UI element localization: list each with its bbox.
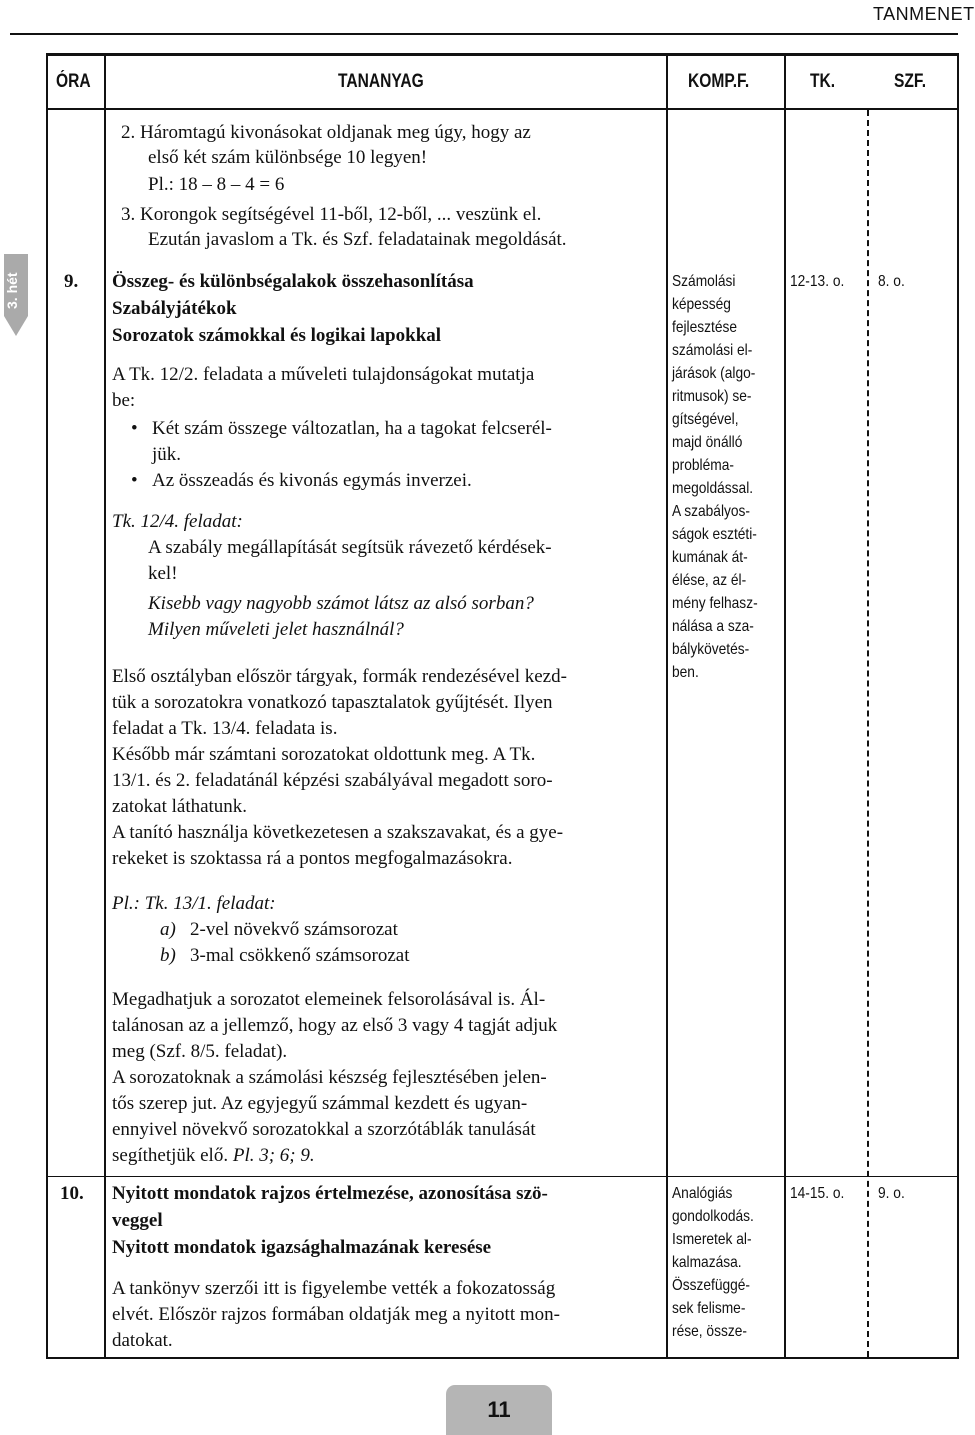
table-top-border: [46, 53, 959, 56]
lesson-separator-rule: [46, 1176, 959, 1177]
komp-line: ritmusok) se-: [672, 388, 752, 405]
page-number-tab: [446, 1385, 552, 1435]
table-right-border: [957, 53, 959, 1359]
komp-line: Számolási: [672, 273, 736, 290]
list-item: 3-mal csökkenő számsorozat: [190, 945, 410, 966]
body-line: feladat a Tk. 13/4. feladata is.: [112, 718, 338, 739]
week-tab: [2, 254, 30, 338]
body-line: talánosan az a jellemző, hogy az első 3 vagy 4 tagját adjuk: [112, 1015, 558, 1036]
page-number: 11: [487, 1397, 511, 1422]
komp-line: rése, össze-: [672, 1323, 747, 1340]
lesson-title: Sorozatok számokkal és logikai lapokkal: [112, 325, 442, 346]
komp-line: járások (algo-: [672, 365, 756, 382]
body-line: A tankönyv szerzői itt is figyelembe vették a fokozatosság: [112, 1278, 556, 1299]
komp-line: bálykövetés-: [672, 641, 750, 658]
list-marker: a): [160, 919, 176, 940]
list-item: 2-vel növekvő számsorozat: [190, 919, 398, 940]
running-head-rule: [10, 33, 958, 35]
body-line: A sorozatoknak a számolási készség fejlesztésében jelen-: [112, 1067, 547, 1088]
komp-line: sek felisme-: [672, 1300, 746, 1317]
bullet-line: jük.: [152, 444, 182, 465]
komp-line: számolási el-: [672, 342, 753, 359]
body-line: 13/1. és 2. feladatánál képzési szabályával megadott soro-: [112, 770, 553, 791]
lesson-title: veggel: [112, 1210, 163, 1231]
table-left-border: [46, 53, 48, 1359]
body-line: Tk. 12/4. feladat:: [112, 511, 243, 532]
szf-pages: 9. o.: [878, 1185, 905, 1202]
body-line: tős szerep jut. Az egyjegyű számmal kezdett és ugyan-: [112, 1093, 528, 1114]
header-tk: TK.: [810, 71, 836, 92]
body-line: Milyen műveleti jelet használnál?: [148, 619, 404, 640]
body-line: rekeket is szoktassa rá a pontos megfogalmazásokra.: [112, 848, 513, 869]
col-divider-tananyag: [666, 53, 668, 1359]
szf-pages: 8. o.: [878, 273, 905, 290]
tk-pages: 14-15. o.: [790, 1185, 845, 1202]
header-tananyag: TANANYAG: [338, 71, 424, 92]
intro-line: Pl.: 18 – 8 – 4 = 6: [148, 174, 285, 195]
body-line: Pl.: Tk. 13/1. feladat:: [112, 893, 276, 914]
bullet-line: Az összeadás és kivonás egymás inverzei.: [152, 470, 472, 491]
body-line: [112, 1145, 315, 1167]
komp-line: megoldással.: [672, 480, 754, 497]
header-szf: SZF.: [894, 71, 927, 92]
body-line: Megadhatjuk a sorozatot elemeinek felsorolásával is. Ál-: [112, 989, 546, 1010]
body-line: meg (Szf. 8/5. feladat).: [112, 1041, 288, 1062]
list-marker: b): [160, 945, 176, 966]
bullet-icon: •: [131, 470, 138, 491]
body-text: segíthetjük elő.: [112, 1145, 233, 1166]
intro-line: első két szám különbsége 10 legyen!: [148, 147, 428, 168]
lesson-number: 9.: [64, 271, 79, 292]
body-line: kel!: [148, 563, 178, 584]
bullet-icon: •: [131, 418, 138, 439]
col-divider-ora: [104, 53, 106, 1359]
intro-line: 2. Háromtagú kivonásokat oldjanak meg úgy, hogy az: [121, 122, 531, 143]
lesson-title: Összeg- és különbségalakok összehasonlítása: [112, 271, 474, 292]
komp-line: mény felhasz-: [672, 595, 758, 612]
body-text-example: Pl. 3; 6; 9.: [232, 1145, 315, 1166]
intro-line: 3. Korongok segítségével 11-ből, 12-ből, ... veszünk el.: [121, 204, 542, 225]
table-bottom-border: [46, 1357, 959, 1359]
body-line: Első osztályban először tárgyak, formák rendezésével kezd-: [112, 666, 567, 687]
header-komp: KOMP.F.: [688, 71, 750, 92]
komp-line: Ismeretek al-: [672, 1231, 752, 1248]
table-header-rule: [46, 108, 959, 110]
komp-line: gondolkodás.: [672, 1208, 754, 1225]
bullet-line: Két szám összege változatlan, ha a tagokat felcserél-: [152, 418, 552, 439]
body-line: tük a sorozatokra vonatkozó tapasztalatok gyűjtését. Ilyen: [112, 692, 553, 713]
komp-line: gítségével,: [672, 411, 739, 428]
komp-line: kalmazása.: [672, 1254, 742, 1271]
komp-line: A szabályos-: [672, 503, 751, 520]
komp-line: kumának át-: [672, 549, 748, 566]
week-tab-label: 3. hét: [4, 272, 20, 310]
komp-line: fejlesztése: [672, 319, 738, 336]
body-line: Később már számtani sorozatokat oldottunk meg. A Tk.: [112, 744, 536, 765]
lesson-title: Nyitott mondatok igazsághalmazának keresése: [112, 1237, 492, 1258]
body-line: be:: [112, 390, 136, 411]
running-head: TANMENET: [873, 4, 975, 24]
header-ora: ÓRA: [56, 71, 91, 92]
body-line: ennyivel növekvő sorozatokkal a szorzótáblák tanulását: [112, 1119, 536, 1140]
lesson-title: Nyitott mondatok rajzos értelmezése, azonosítása szö-: [112, 1183, 548, 1204]
body-line: datokat.: [112, 1330, 173, 1351]
intro-line: Ezután javaslom a Tk. és Szf. feladatainak megoldását.: [148, 229, 567, 250]
komp-line: nálása a sza-: [672, 618, 754, 635]
komp-line: ságok esztéti-: [672, 526, 757, 543]
komp-line: Analógiás: [672, 1185, 733, 1202]
komp-line: képesség: [672, 296, 731, 313]
komp-line: élése, az él-: [672, 572, 747, 589]
col-divider-komp: [784, 53, 786, 1359]
komp-line: Összefüggé-: [672, 1277, 751, 1294]
body-line: A Tk. 12/2. feladata a műveleti tulajdonságokat mutatja: [112, 364, 535, 385]
body-line: A szabály megállapítását segítsük rávezető kérdések-: [148, 537, 552, 558]
lesson-number: 10.: [60, 1183, 84, 1204]
body-line: elvét. Először rajzos formában oldatják meg a nyitott mon-: [112, 1304, 560, 1325]
tk-pages: 12-13. o.: [790, 273, 845, 290]
col-divider-tk: [867, 110, 869, 1357]
komp-line: probléma-: [672, 457, 734, 474]
komp-line: majd önálló: [672, 434, 743, 451]
body-line: zatokat láthatunk.: [112, 796, 248, 817]
body-line: A tanító használja következetesen a szakszavakat, és a gye-: [112, 822, 564, 843]
komp-line: ben.: [672, 664, 699, 681]
body-line: Kisebb vagy nagyobb számot látsz az alsó sorban?: [148, 593, 534, 614]
lesson-title: Szabályjátékok: [112, 298, 237, 319]
